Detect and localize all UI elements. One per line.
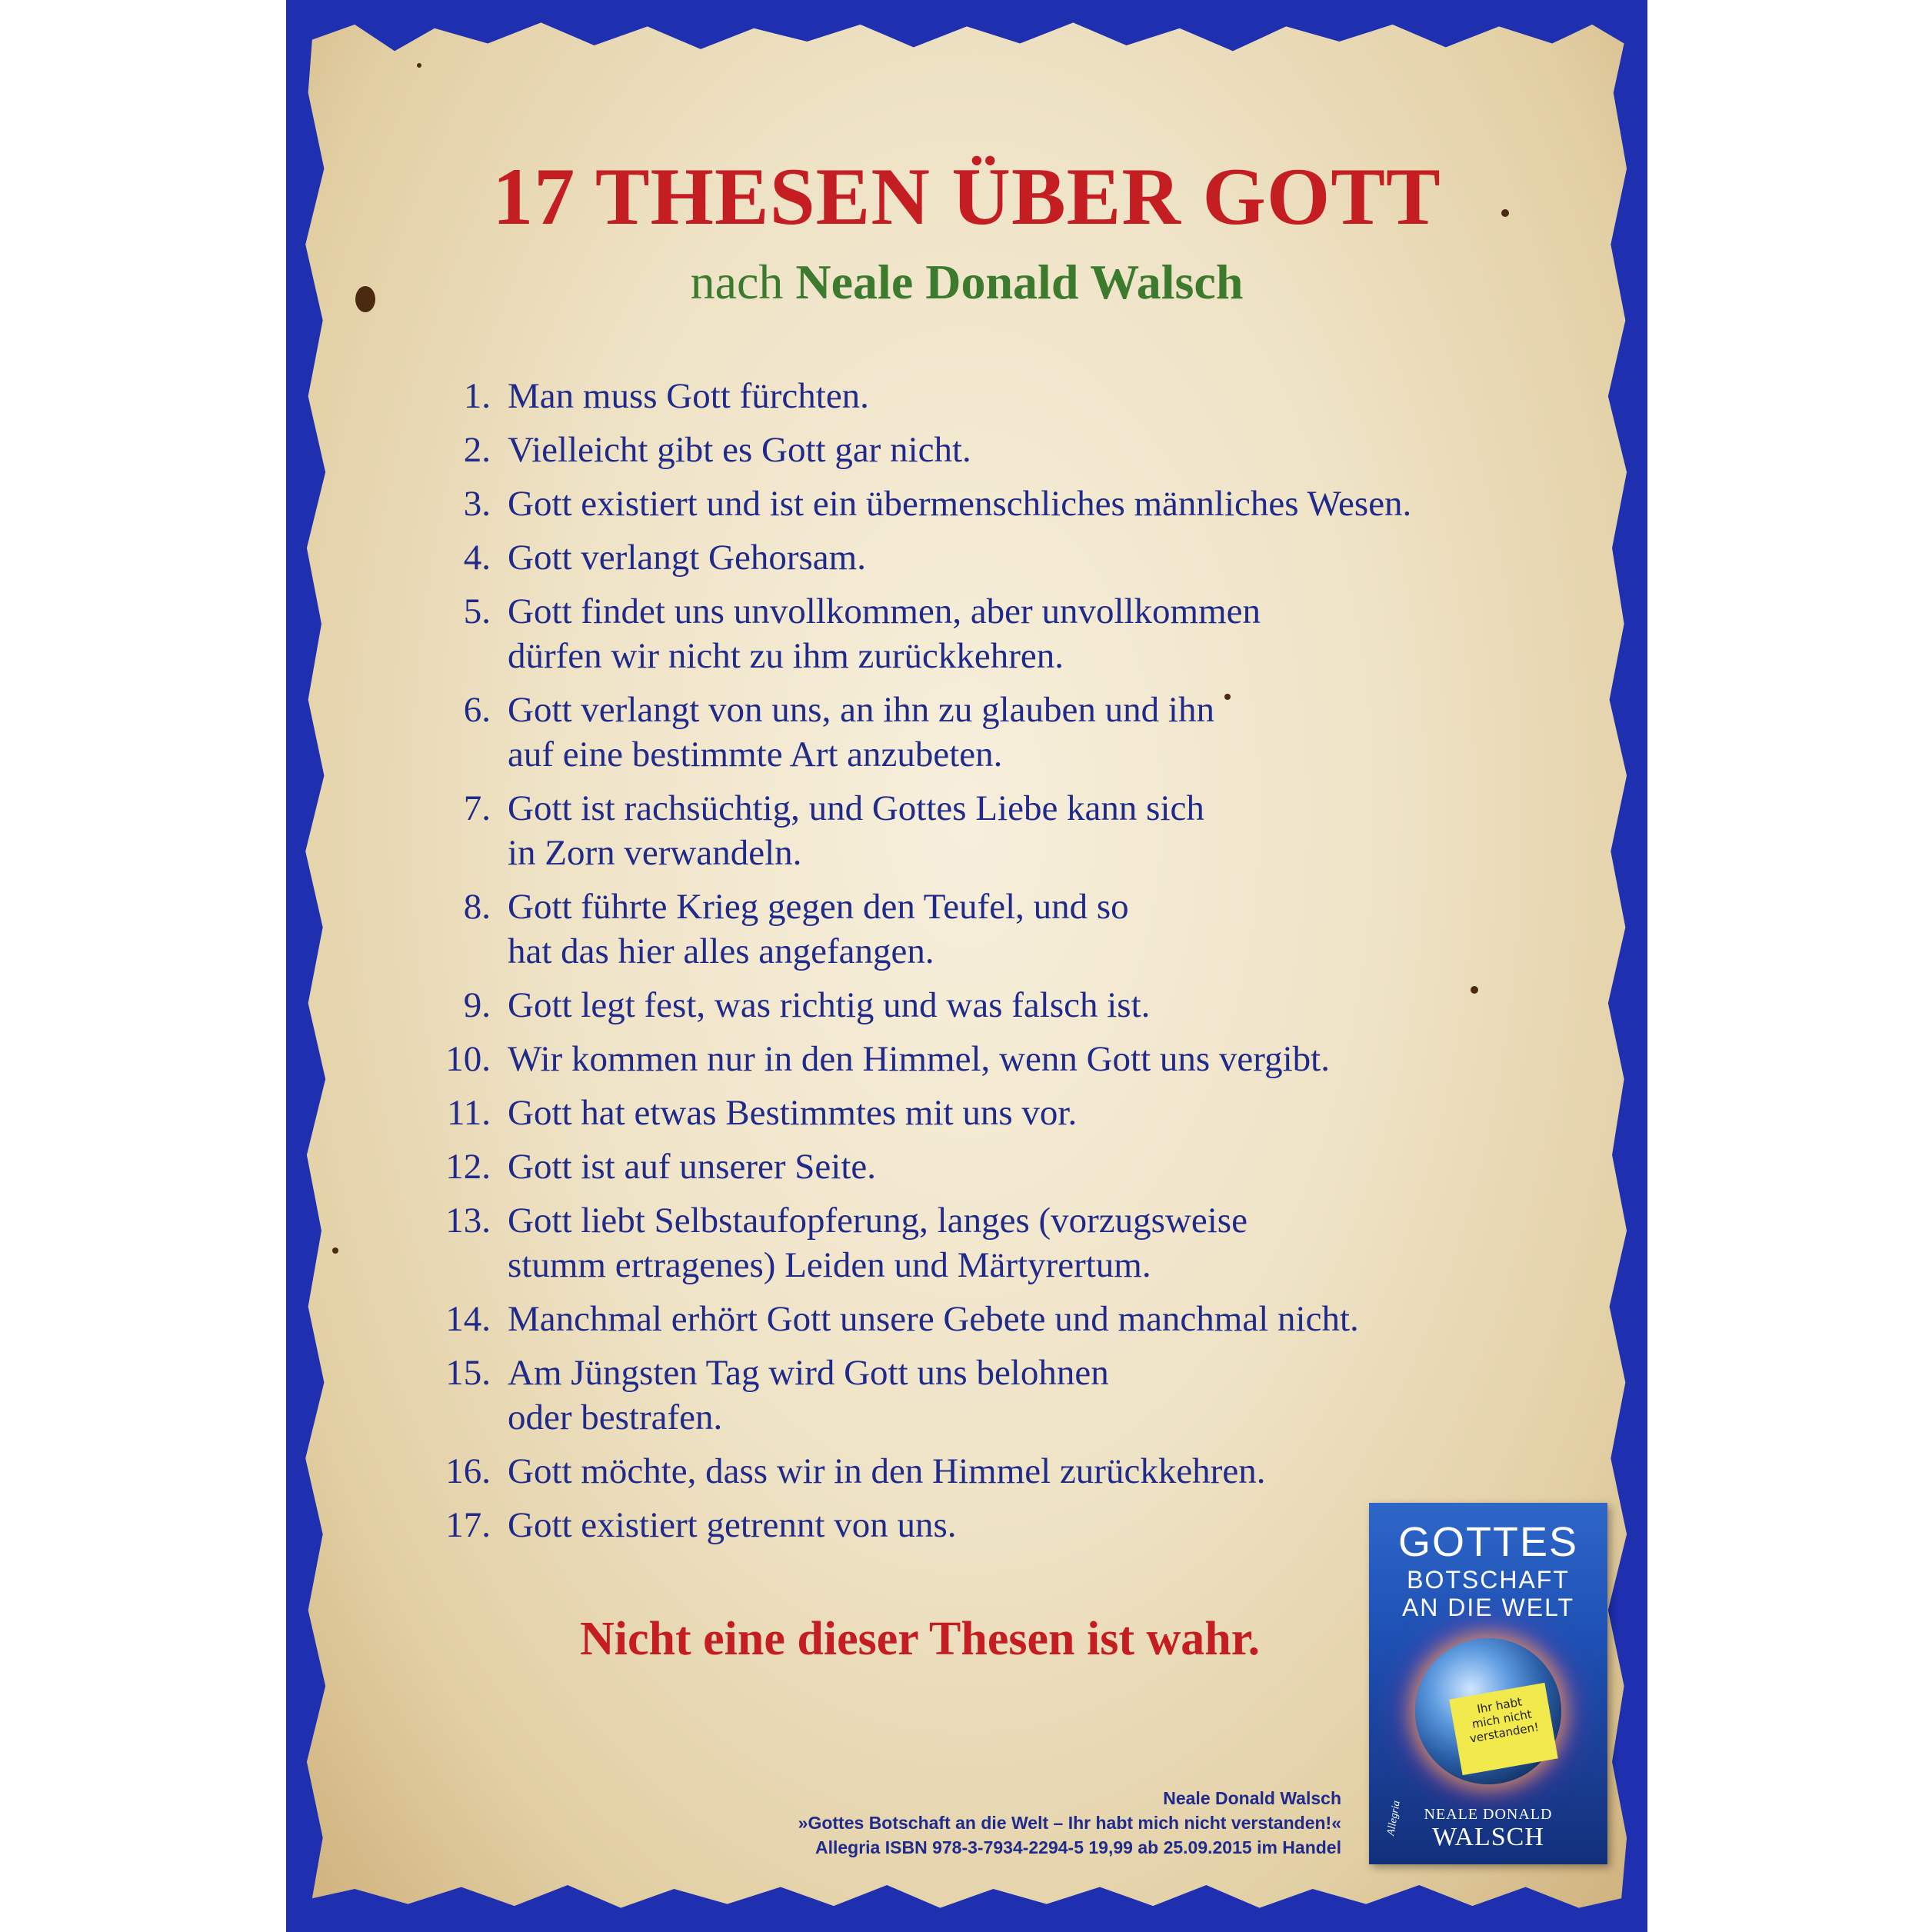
list-item [440,589,1647,678]
thesis-number: 9. [463,985,491,1025]
list-item [440,1037,1647,1081]
list-item [440,535,1647,580]
subtitle [286,254,1647,311]
list-item [440,688,1647,777]
subtitle-prefix: nach [690,255,784,309]
burn-mark [332,1247,338,1254]
list-item [440,1297,1647,1341]
thesis-text: Gott existiert und ist ein übermenschliches männliches Wesen. [508,484,1412,524]
book-cover-author: NEALE DONALD [1424,1806,1553,1823]
thesis-number: 1. [463,376,491,416]
thesis-text: Gott hat etwas Bestimmtes mit uns vor. [508,1093,1078,1133]
footer-isbn-price: Allegria ISBN 978-3-7934-2294-5 19,99 ab 25.09.2015 im Handel [814,1837,1341,1857]
thesis-number: 8. [463,887,491,927]
book-publisher: Allegria [1385,1800,1403,1837]
theses-list [440,374,1647,1557]
thesis-text: Gott legt fest, was richtig und was falsch ist. [508,985,1151,1025]
thesis-text: Gott findet uns unvollkommen, aber unvollkommen dürfen wir nicht zu ihm zurückkehren. [508,591,1261,676]
list-item [440,1144,1647,1189]
list-item [440,428,1647,472]
thesis-number: 14. [445,1299,491,1339]
book-cover-author: WALSCH [1432,1823,1544,1851]
thesis-number: 11. [446,1093,491,1133]
thesis-number: 3. [463,484,491,524]
thesis-text: Manchmal erhört Gott unsere Gebete und manchmal nicht. [508,1299,1359,1339]
book-info-footer [798,1786,1341,1860]
book-cover-image [1369,1503,1607,1864]
sticky-note: Ihr habt mich nicht verstanden! [1449,1683,1557,1775]
thesis-text: Gott möchte, dass wir in den Himmel zurückkehren. [508,1451,1266,1491]
list-item [440,374,1647,418]
list-item [440,1091,1647,1135]
thesis-text: Gott ist auf unserer Seite. [508,1147,877,1187]
thesis-number: 6. [463,690,491,730]
poster [286,0,1647,1932]
list-item [440,983,1647,1028]
thesis-text: Am Jüngsten Tag wird Gott uns belohnen oder bestrafen. [508,1353,1109,1437]
thesis-text: Gott ist rachsüchtig, und Gottes Liebe kann sich in Zorn verwandeln. [508,788,1204,873]
thesis-number: 15. [445,1353,491,1393]
thesis-number: 17. [445,1505,491,1545]
thesis-text: Gott verlangt Gehorsam. [508,538,866,578]
book-cover-title: GOTTES [1397,1519,1578,1565]
thesis-text: Wir kommen nur in den Himmel, wenn Gott uns vergibt. [508,1039,1330,1079]
list-item [440,1351,1647,1440]
thesis-number: 2. [463,430,491,470]
list-item [440,1198,1647,1287]
thesis-number: 12. [445,1147,491,1187]
book-cover-title: AN DIE WELT [1401,1594,1575,1621]
thesis-number: 5. [463,591,491,631]
thesis-text: Gott existiert getrennt von uns. [508,1505,957,1545]
footer-book-title: »Gottes Botschaft an die Welt – Ihr habt mich nicht verstanden!« [798,1813,1341,1833]
list-item [440,481,1647,526]
thesis-number: 7. [463,788,491,828]
list-item [440,1449,1647,1494]
thesis-number: 4. [463,538,491,578]
conclusion: Nicht eine dieser Thesen ist wahr. [580,1613,1261,1665]
subtitle-author: Neale Donald Walsch [795,255,1244,309]
page-title: 17 THESEN ÜBER GOTT [492,152,1441,242]
footer-author: Neale Donald Walsch [1163,1788,1341,1808]
thesis-number: 13. [445,1201,491,1241]
thesis-text: Gott verlangt von uns, an ihn zu glauben und ihn auf eine bestimmte Art anzubeten. [508,690,1214,774]
thesis-text: Man muss Gott fürchten. [508,376,869,416]
list-item [440,786,1647,875]
burn-mark [417,63,421,68]
thesis-number: 16. [445,1451,491,1491]
thesis-text: Gott liebt Selbstaufopferung, langes (vorzugsweise stumm ertragenes) Leiden und Märtyrertum. [508,1201,1247,1285]
thesis-text: Vielleicht gibt es Gott gar nicht. [508,430,971,470]
list-item [440,884,1647,974]
book-cover-title: BOTSCHAFT [1407,1566,1570,1594]
thesis-number: 10. [445,1039,491,1079]
thesis-text: Gott führte Krieg gegen den Teufel, und so hat das hier alles angefangen. [508,887,1129,971]
